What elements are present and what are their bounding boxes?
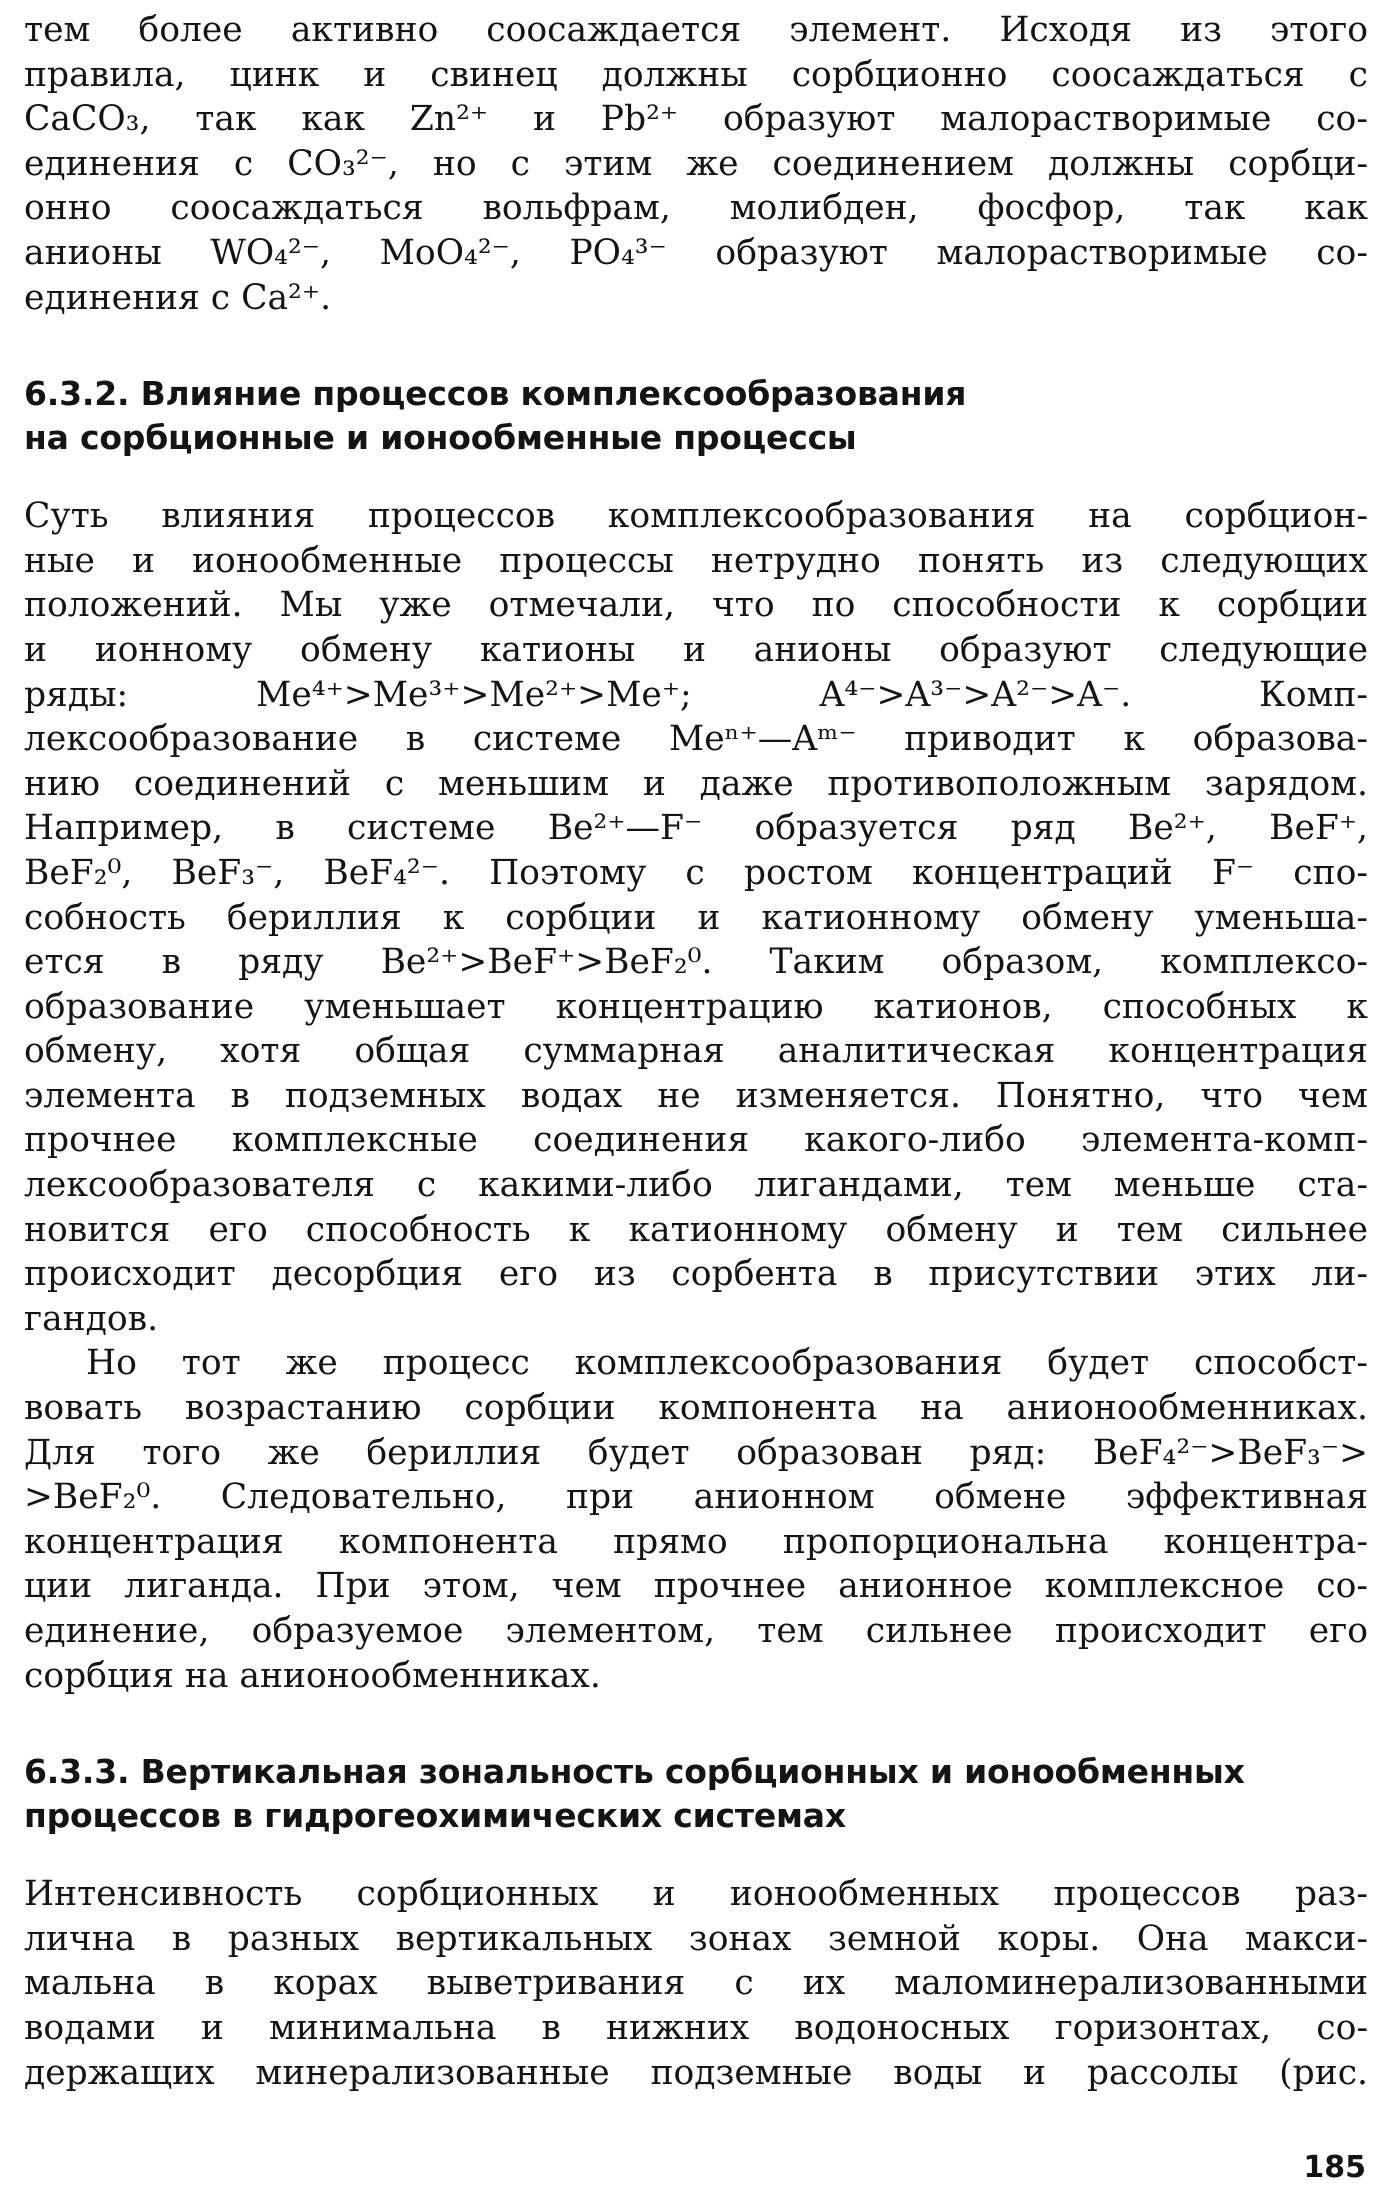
text-line: лична в разных вертикальных зонах земной коры. Она макси- xyxy=(24,1918,1368,1959)
text-line: Но тот же процесс комплексообразования будет способст- xyxy=(86,1343,1368,1384)
text-line: гандов. xyxy=(24,1298,159,1339)
text-line: ции лиганда. При этом, чем прочнее анионное комплексное со- xyxy=(24,1566,1368,1607)
text-line: ные и ионообменные процессы нетрудно понять из следующих xyxy=(24,540,1368,581)
section-6-3-2-paragraph-1-end xyxy=(24,1297,1368,1342)
section-heading-6-3-3: 6.3.3. Вертикальная зональность сорбционных и ионообменных процессов в гидрогеохимических системах xyxy=(24,1752,1245,1836)
section-6-3-3-paragraph-1 xyxy=(24,1872,1368,2095)
text-line: новится его способность к катионному обмену и тем сильнее xyxy=(24,1209,1368,1250)
intro-paragraph-end xyxy=(24,276,1368,321)
text-line: ется в ряду Be²⁺>BeF⁺>BeF₂⁰. Таким образом, комплексо- xyxy=(24,942,1368,983)
text-line: обмену, хотя общая суммарная аналитическая концентрация xyxy=(24,1031,1368,1072)
section-heading-6-3-2: 6.3.2. Влияние процессов комплексообразования на сорбционные и ионообменные процессы xyxy=(24,374,967,458)
text-line: водами и минимальна в нижних водоносных горизонтах, со- xyxy=(24,2007,1368,2048)
text-line: единения с Ca²⁺. xyxy=(24,277,332,318)
text-line: единение, образуемое элементом, тем сильнее происходит его xyxy=(24,1611,1368,1651)
text-line: ряды: Me⁴⁺>Me³⁺>Me²⁺>Me⁺; A⁴⁻>A³⁻>A²⁻>A⁻. Комп- xyxy=(24,674,1368,715)
text-line: Суть влияния процессов комплексообразования на сорбцион- xyxy=(24,496,1368,537)
text-line: Для того же бериллия будет образован ряд: BeF₄²⁻>BeF₃⁻> xyxy=(24,1432,1368,1473)
text-line: концентрация компонента прямо пропорциональна концентра- xyxy=(24,1521,1368,1562)
section-6-3-2-paragraph-2 xyxy=(24,1341,1368,1653)
text-line: CaCO₃, так как Zn²⁺ и Pb²⁺ образуют малорастворимые со- xyxy=(24,99,1368,140)
text-line: анионы WO₄²⁻, MoO₄²⁻, PO₄³⁻ образуют малорастворимые со- xyxy=(24,232,1368,273)
text-line: мальна в корах выветривания с их маломинерализованными xyxy=(24,1963,1368,2004)
text-line: BeF₂⁰, BeF₃⁻, BeF₄²⁻. Поэтому с ростом концентраций F⁻ спо- xyxy=(24,852,1368,893)
text-line: вовать возрастанию сорбции компонента на анионообменниках. xyxy=(24,1388,1368,1429)
text-line: происходит десорбция его из сорбента в присутствии этих ли- xyxy=(24,1254,1368,1295)
text-line: Интенсивность сорбционных и ионообменных процессов раз- xyxy=(24,1874,1368,1915)
text-line: правила, цинк и свинец должны сорбционно соосаждаться с xyxy=(24,54,1368,95)
text-line: элемента в подземных водах не изменяется. Понятно, что чем xyxy=(24,1075,1368,1116)
text-line: образование уменьшает концентрацию катионов, способных к xyxy=(24,986,1368,1027)
text-line: прочнее комплексные соединения какого-либо элемента-комп- xyxy=(24,1120,1368,1161)
text-line: лексообразователя с какими-либо лигандами, тем меньше ста- xyxy=(24,1165,1368,1206)
text-line: тем более активно соосаждается элемент. Исходя из этого xyxy=(24,10,1368,50)
text-line: сорбция на анионообменниках. xyxy=(24,1655,601,1696)
text-line: держащих минерализованные подземные воды и рассолы (рис. xyxy=(24,2052,1368,2093)
text-line: онно соосаждаться вольфрам, молибден, фосфор, так как xyxy=(24,188,1368,229)
text-line: Например, в системе Be²⁺—F⁻ образуется ряд Be²⁺, BeF⁺, xyxy=(24,808,1368,849)
text-line: положений. Мы уже отмечали, что по способности к сорбции xyxy=(24,585,1368,626)
book-page xyxy=(24,8,1368,2095)
page-number: 185 xyxy=(1303,2150,1366,2185)
text-line: и ионному обмену катионы и анионы образуют следующие xyxy=(24,629,1368,670)
text-line: лексообразование в системе Meⁿ⁺—Aᵐ⁻ приводит к образова- xyxy=(24,719,1368,760)
intro-paragraph xyxy=(24,8,1368,276)
text-line: собность бериллия к сорбции и катионному обмену уменьша- xyxy=(24,897,1368,938)
section-6-3-2-paragraph-1 xyxy=(24,494,1368,1297)
text-line: нию соединений с меньшим и даже противоположным зарядом. xyxy=(24,763,1368,804)
text-line: единения с CO₃²⁻, но с этим же соединением должны сорбци- xyxy=(24,143,1368,184)
section-6-3-2-paragraph-2-end xyxy=(24,1654,1368,1699)
text-line: >BeF₂⁰. Следовательно, при анионном обмене эффективная xyxy=(24,1477,1368,1518)
